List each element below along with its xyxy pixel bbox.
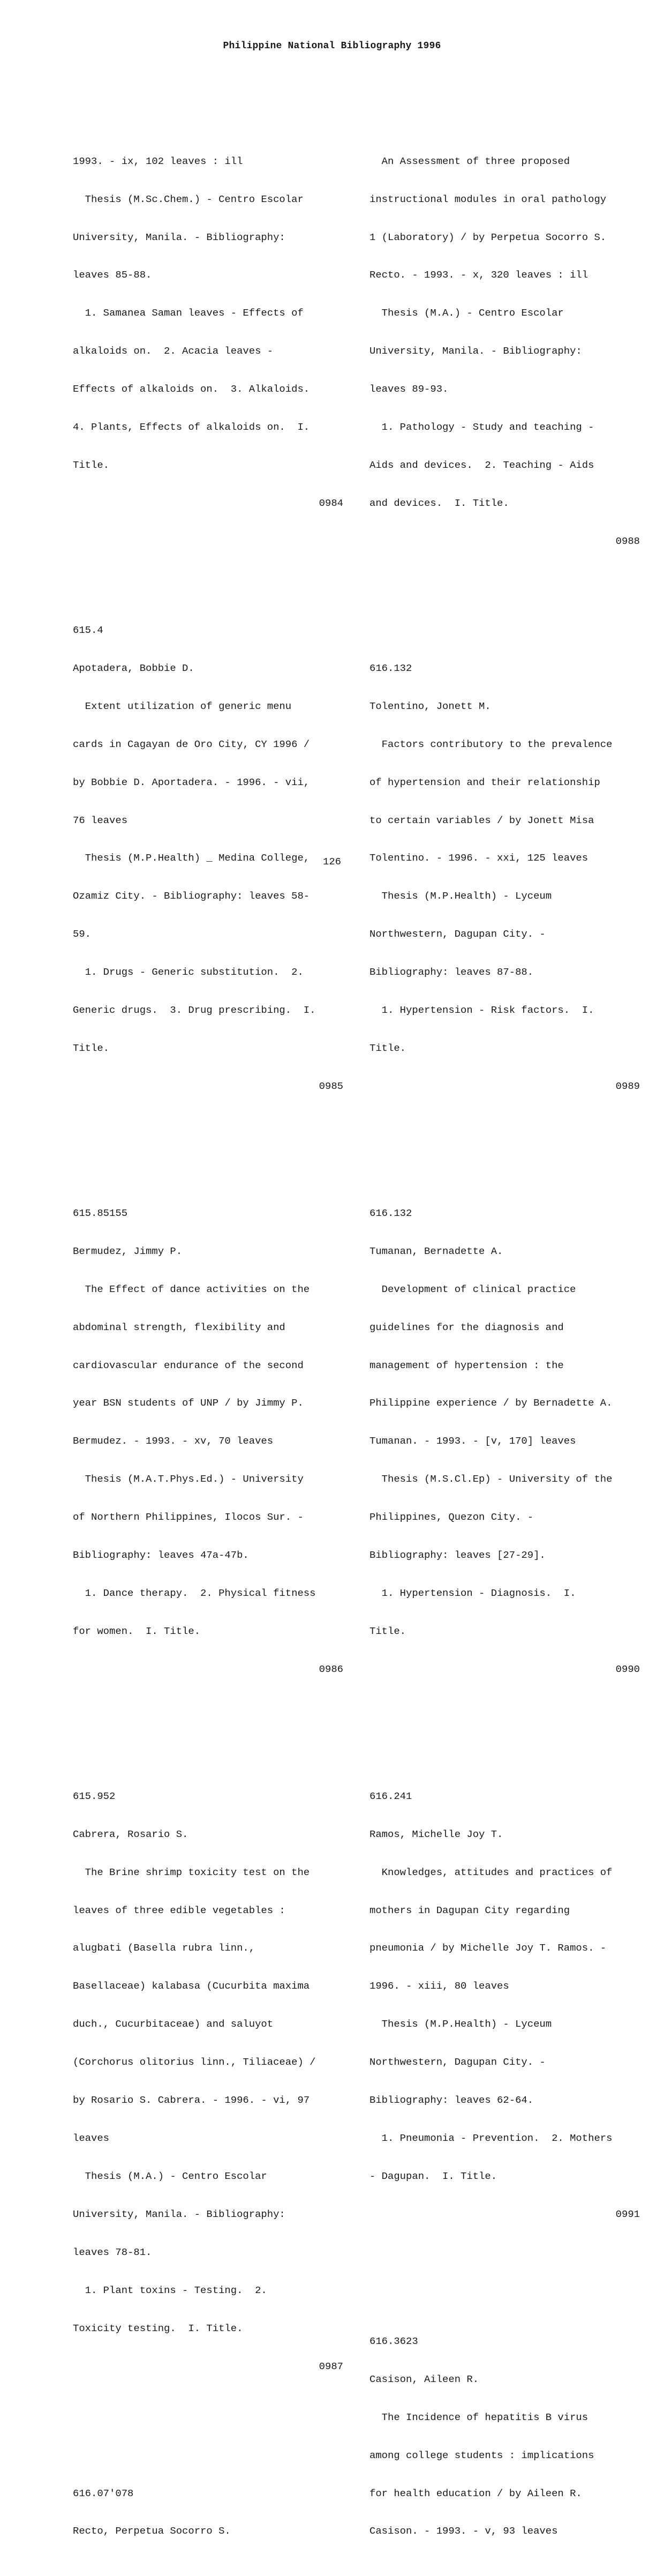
entry-line: abdominal strength, flexibility and [73,1321,285,1333]
entry-line: 1. Hypertension - Diagnosis. I. [369,1587,576,1600]
entry-number: 0988 [615,535,640,548]
entry-line: Thesis (M.Sc.Chem.) - Centro Escolar [73,193,304,205]
entry-author: Apotadera, Bobbie D. [73,662,194,674]
entry-line: of Northern Philippines, Ilocos Sur. - [73,1511,304,1524]
entry-line: 1. Pathology - Study and teaching - [369,421,594,434]
entry-line: 1 (Laboratory) / by Perpetua Socorro S. [369,231,607,243]
call-number: 616.241 [369,1790,412,1802]
entry-line: Aids and devices. 2. Teaching - Aids [369,459,594,472]
entry-line: University, Manila. - Bibliography: [73,2208,285,2221]
entry-line: Tumanan. - 1993. - [v, 170] leaves [369,1435,576,1447]
page-number: 126 [322,856,341,868]
entry-line: Generic drugs. 3. Drug prescribing. I. [73,1004,316,1017]
entry-number: 0986 [319,1663,343,1676]
entry-line: Northwestern, Dagupan City. - [369,928,546,940]
entry-line: 1. Drugs - Generic substitution. 2. [73,966,304,979]
call-number: 615.952 [73,1790,116,1802]
entry-line: Philippine experience / by Bernadette A. [369,1397,613,1409]
entry-0989 [369,637,640,1118]
entry-line: Factors contributory to the prevalence [369,738,613,750]
entry-line: Bibliography: leaves 47a-47b. [73,1549,249,1562]
entry-author: Casison, Aileen R. [369,2373,479,2385]
entry-line: 4. Plants, Effects of alkaloids on. I. [73,421,310,434]
entry-line: Extent utilization of generic menu [73,700,292,712]
page-title: Philippine National Bibliography 1996 [223,41,441,51]
entry-0984 [73,130,343,535]
entry-line: 59. [73,928,92,940]
entry-line: University, Manila. - Bibliography: [73,231,285,243]
entry-0987 [73,1765,343,2399]
right-column [369,104,640,2576]
entry-0988 [369,130,640,573]
entry-author: Tumanan, Bernadette A. [369,1245,503,1257]
entry-0992-start [369,2310,640,2563]
entry-line: leaves 89-93. [369,383,449,395]
entry-author: Recto, Perpetua Socorro S. [73,2525,231,2537]
entry-line: for women. I. Title. [73,1625,201,1638]
entry-line: An Assessment of three proposed [369,155,570,167]
entry-line: duch., Cucurbitaceae) and saluyot [73,2018,274,2030]
entry-author: Ramos, Michelle Joy T. [369,1828,503,1840]
entry-line: instructional modules in oral pathology [369,193,607,205]
entry-line: The Brine shrimp toxicity test on the [73,1866,310,1878]
entry-number: 0991 [615,2208,640,2221]
call-number: 615.4 [73,624,103,636]
entry-line: alkaloids on. 2. Acacia leaves - [73,345,274,357]
entry-line: mothers in Dagupan City regarding [369,1904,570,1916]
entry-line: 1. Hypertension - Risk factors. I. [369,1004,594,1017]
entry-line: Title. [73,1042,110,1055]
entry-line: Bibliography: leaves 87-88. [369,966,534,979]
entry-line: Title. [369,1625,406,1638]
entry-line: and devices. I. Title. [369,497,509,510]
entry-line: The Effect of dance activities on the [73,1283,310,1295]
call-number: 616.132 [369,662,412,674]
entry-number: 0989 [615,1080,640,1093]
entry-line: Bibliography: leaves 62-64. [369,2094,534,2107]
entry-line: Bermudez. - 1993. - xv, 70 leaves [73,1435,274,1447]
entry-line: Recto. - 1993. - x, 320 leaves : ill [369,269,588,281]
entry-line: year BSN students of UNP / by Jimmy P. [73,1397,304,1409]
entry-author: Cabrera, Rosario S. [73,1828,188,1840]
entry-line: Thesis (M.P.Health) - Lyceum [369,2018,552,2030]
entry-line: Thesis (M.S.Cl.Ep) - University of the [369,1473,613,1485]
entry-line: 1. Samanea Saman leaves - Effects of [73,307,304,319]
entry-line: of hypertension and their relationship [369,776,600,788]
entry-line: for health education / by Aileen R. [369,2487,582,2499]
entry-line: 1. Plant toxins - Testing. 2. [73,2284,267,2297]
entry-line: Title. [73,459,110,472]
entry-line: Thesis (M.A.) - Centro Escolar [369,307,564,319]
entry-number: 0990 [615,1663,640,1676]
entry-number: 0987 [319,2360,343,2372]
entry-line: guidelines for the diagnosis and [369,1321,564,1333]
entry-0991 [369,1765,640,2246]
call-number: 616.132 [369,1207,412,1219]
entry-line: Thesis (M.A.T.Phys.Ed.) - University [73,1473,304,1485]
entry-0986 [73,1182,343,1701]
entry-line: Ozamiz City. - Bibliography: leaves 58- [73,890,310,902]
entry-line: among college students : implications [369,2449,594,2461]
entry-line: Development of clinical practice [369,1283,576,1295]
entry-number: 0985 [319,1080,343,1093]
entry-line: (Corchorus olitorius linn., Tiliaceae) / [73,2056,316,2069]
entry-line: Effects of alkaloids on. 3. Alkaloids. [73,383,310,395]
entry-line: Bibliography: leaves [27-29]. [369,1549,546,1562]
entry-0988-start [73,2462,343,2563]
entry-line: Title. [369,1042,406,1055]
entry-line: Thesis (M.P.Health) _ Medina College, [73,852,310,864]
entry-line: Casison. - 1993. - v, 93 leaves [369,2525,558,2537]
entry-line: to certain variables / by Jonett Misa [369,814,594,826]
left-column [73,104,343,2576]
entry-line: Thesis (M.A.) - Centro Escolar [73,2170,267,2183]
entry-line: The Incidence of hepatitis B virus [369,2411,588,2423]
call-number: 616.3623 [369,2335,418,2347]
entry-line: Toxicity testing. I. Title. [73,2323,243,2335]
entry-line: Knowledges, attitudes and practices of [369,1866,613,1878]
call-number: 615.85155 [73,1207,128,1219]
entry-line: cardiovascular endurance of the second [73,1359,304,1371]
entry-line: University, Manila. - Bibliography: [369,345,582,357]
entry-line: leaves of three edible vegetables : [73,1904,285,1916]
entry-author: Tolentino, Jonett M. [369,700,491,712]
entry-line: by Bobbie D. Aportadera. - 1996. - vii, [73,776,310,788]
entry-line: alugbati (Basella rubra linn., [73,1942,255,1954]
entry-0990 [369,1182,640,1701]
entry-line: Northwestern, Dagupan City. - [369,2056,546,2069]
entry-line: leaves 78-81. [73,2246,152,2259]
entry-line: leaves 85-88. [73,269,152,281]
entry-line: by Rosario S. Cabrera. - 1996. - vi, 97 [73,2094,310,2107]
entry-line: Philippines, Quezon City. - [369,1511,534,1524]
entry-author: Bermudez, Jimmy P. [73,1245,183,1257]
entry-line: cards in Cagayan de Oro City, CY 1996 / [73,738,310,750]
entry-line: 1996. - xiii, 80 leaves [369,1980,509,1992]
entry-line: - Dagupan. I. Title. [369,2170,497,2183]
entry-line: Tolentino. - 1996. - xxi, 125 leaves [369,852,588,864]
entry-line: leaves [73,2132,110,2145]
entry-line: 1. Pneumonia - Prevention. 2. Mothers [369,2132,613,2145]
entry-line: Thesis (M.P.Health) - Lyceum [369,890,552,902]
entry-line: management of hypertension : the [369,1359,564,1371]
entry-line: Basellaceae) kalabasa (Cucurbita maxima [73,1980,310,1992]
entry-number: 0984 [319,497,343,510]
entry-line: 1. Dance therapy. 2. Physical fitness [73,1587,316,1600]
entry-line: 1993. - ix, 102 leaves : ill [73,155,243,167]
entry-line: pneumonia / by Michelle Joy T. Ramos. - [369,1942,607,1954]
call-number: 616.07'078 [73,2487,134,2499]
entry-line: 76 leaves [73,814,128,826]
